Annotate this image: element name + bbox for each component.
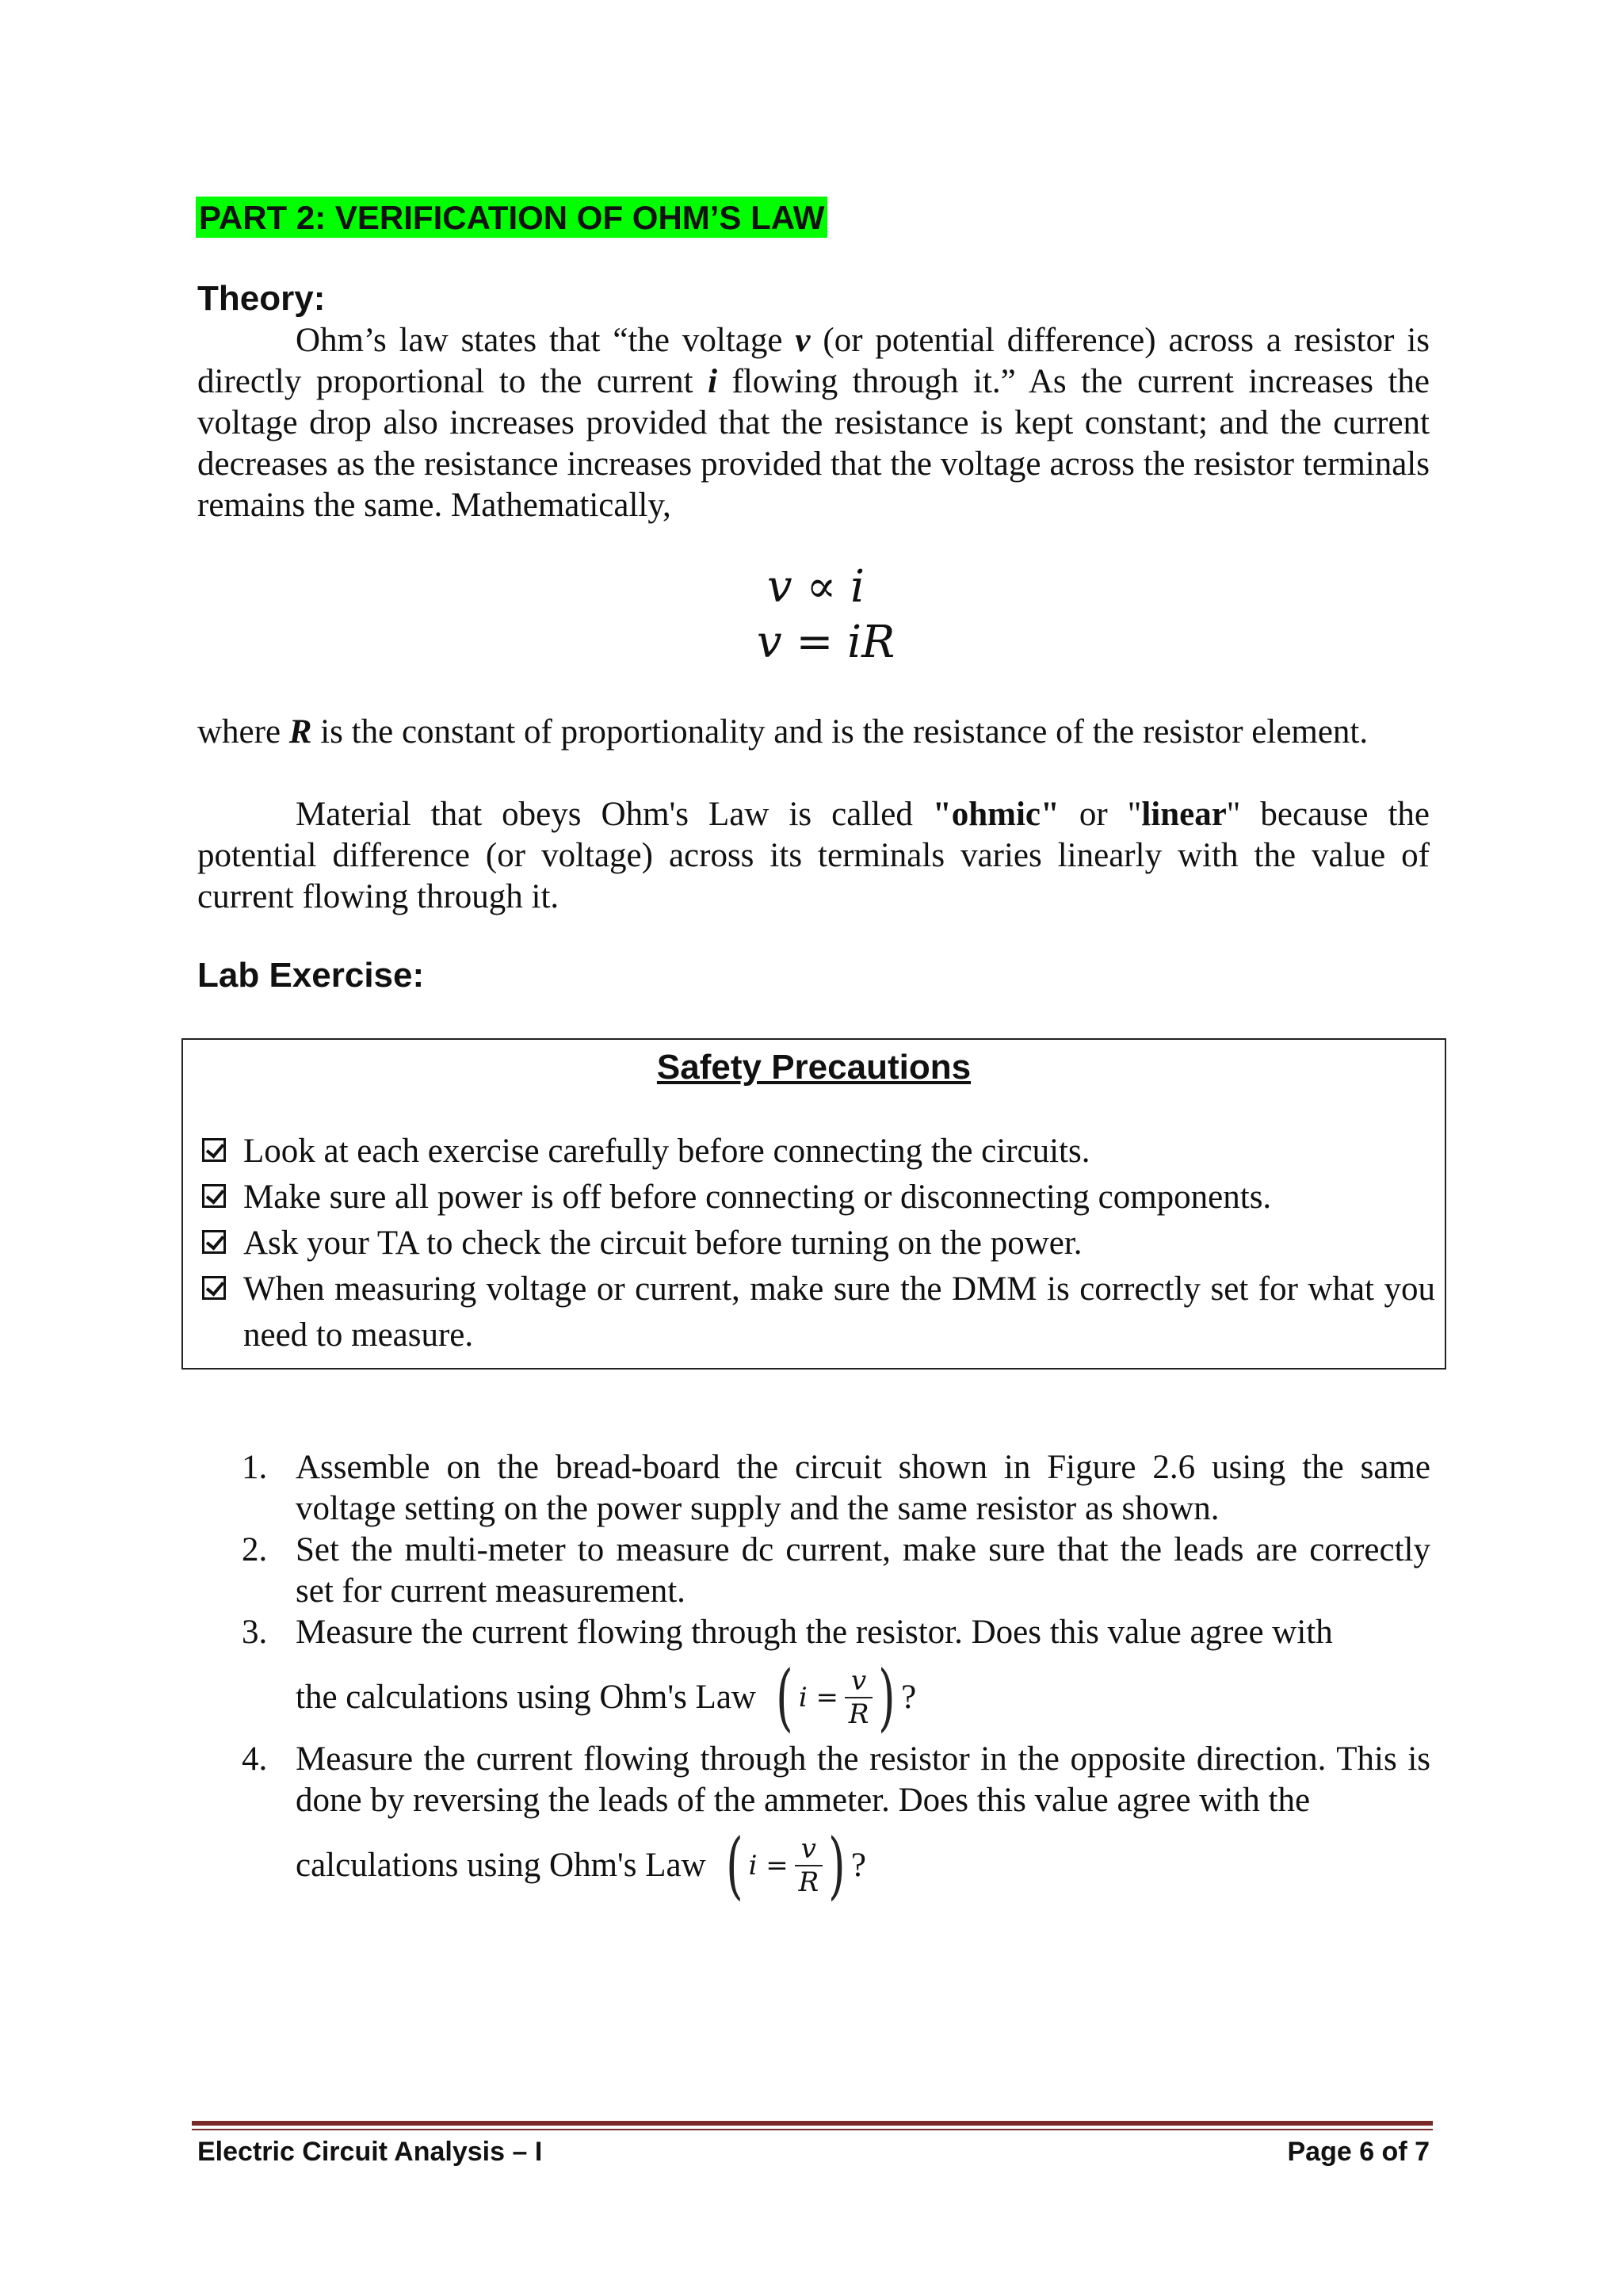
footer-page-number: Page 6 of 7 [1287, 2137, 1430, 2167]
footer-divider [192, 2121, 1433, 2126]
safety-item: Make sure all power is off before connecting or disconnecting components. [199, 1175, 1435, 1221]
safety-item: Look at each exercise carefully before connecting the circuits. [199, 1129, 1435, 1175]
ohms-law-formula: ( i = $\frac{v}{R}$ ) [776, 1655, 896, 1740]
checkbox-checked-icon [202, 1138, 226, 1162]
lab-steps-list [242, 1447, 1430, 1907]
safety-title: Safety Precautions [656, 1048, 972, 1087]
theory-paragraph-3: Material that obeys Ohm's Law is called "ohmic" or "linear" because the potential difference (or voltage) across its terminals varies linearly with the value of current flowing through it. [197, 796, 1430, 915]
theory-paragraph-2: where R is the constant of proportionality and is the resistance of the resistor element. [197, 713, 1369, 751]
lab-step: 3. Measure the current flowing through the resistor. Does this value agree with the calculations using Ohm's Law ( i = $\frac{v}{R}$ ) ? [242, 1612, 1430, 1739]
theory-paragraph-1: Ohm’s law states that “the voltage v (or potential difference) across a resistor is directly proportional to the current i flowing through it.” As the current increases the voltage drop also increases provided that the resistance is kept constant; and the current decreases as the resistance increases provided that the voltage across the resistor terminals remains the same. Mathematically, [197, 322, 1430, 524]
checkbox-checked-icon [202, 1184, 226, 1208]
safety-list [199, 1129, 1435, 1358]
checkbox-checked-icon [202, 1230, 226, 1254]
checkbox-checked-icon [202, 1276, 226, 1300]
equation-ohms-law: v = iR [757, 617, 896, 668]
theory-heading: Theory: [197, 279, 326, 318]
equation-proportional: v ∝ i [767, 561, 865, 613]
lab-step: 2. Set the multi-meter to measure dc current, make sure that the leads are correctly set for current measurement. [242, 1531, 1430, 1610]
lab-step: 4. Measure the current flowing through the resistor in the opposite direction. This is done by reversing the leads of the ammeter. Does this value agree with the calculations using Ohm's Law ( i = $\frac{v}{R}$ ) ? [242, 1740, 1430, 1908]
ohms-law-formula-line: the calculations using Ohm's Law ( i = $\frac{v}{R}$ ) ? [296, 1655, 917, 1740]
safety-item: Ask your TA to check the circuit before turning on the power. [199, 1221, 1435, 1266]
lab-exercise-heading: Lab Exercise: [197, 956, 425, 995]
part-title: PART 2: VERIFICATION OF OHM’S LAW [196, 197, 827, 238]
safety-item: When measuring voltage or current, make sure the DMM is correctly set for what you need to measure. [199, 1266, 1435, 1358]
ohms-law-formula-line: calculations using Ohm's Law ( i = $\frac{v}{R}$ ) ? [296, 1823, 866, 1908]
footer-divider [192, 2129, 1433, 2130]
safety-precautions-box [181, 1038, 1446, 1370]
lab-step: 1. Assemble on the bread-board the circuit shown in Figure 2.6 using the same voltage setting on the power supply and the same resistor as shown. [242, 1449, 1430, 1527]
footer-course-title: Electric Circuit Analysis – I [197, 2137, 543, 2167]
ohms-law-formula: ( i = $\frac{v}{R}$ ) [725, 1823, 846, 1908]
